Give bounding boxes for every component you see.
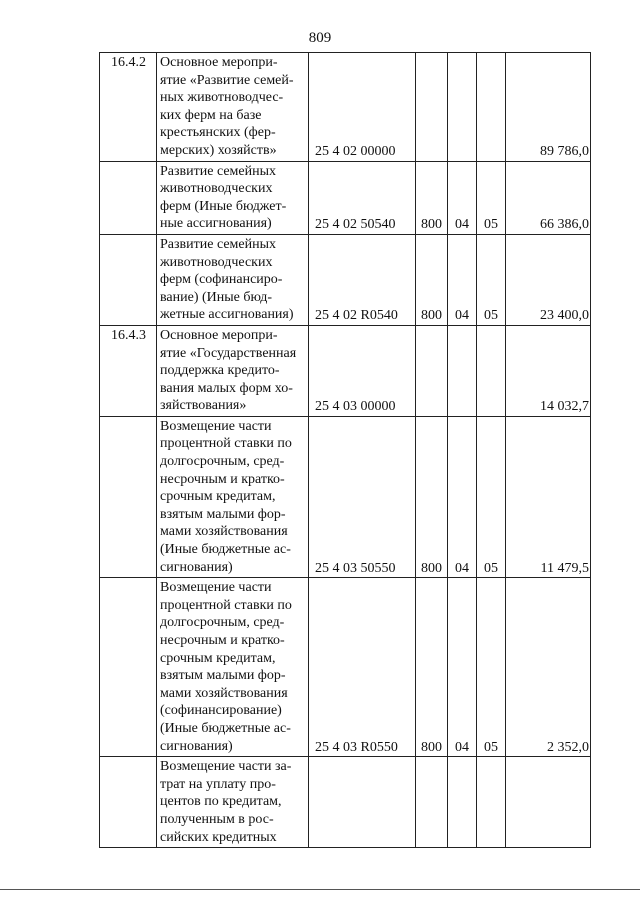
item-number: 16.4.2 xyxy=(100,53,157,162)
subsection-code: 05 xyxy=(477,578,506,757)
item-description: Развитие семейных животноводческих ферм (софинансиро- вание) (Иные бюд- жетные ассигнования) xyxy=(157,234,309,325)
item-number: 16.4.3 xyxy=(100,325,157,416)
table-row xyxy=(100,325,591,416)
table-row xyxy=(100,234,591,325)
subsection-code: 05 xyxy=(477,416,506,577)
budget-table xyxy=(99,52,591,848)
expense-type: 800 xyxy=(416,161,448,234)
budget-code: 25 4 02 00000 xyxy=(309,53,416,162)
budget-code: 25 4 03 00000 xyxy=(309,325,416,416)
item-description: Возмещение части процентной ставки по долгосрочным, сред- несрочным и кратко- срочным кредитам, взятым малыми фор- мами хозяйствования (Иные бюджетные ас- сигнования) xyxy=(157,416,309,577)
expense-type xyxy=(416,53,448,162)
table-row xyxy=(100,416,591,577)
section-code: 04 xyxy=(448,234,477,325)
budget-code: 25 4 03 R0550 xyxy=(309,578,416,757)
subsection-code xyxy=(477,757,506,848)
table-row xyxy=(100,757,591,848)
item-number xyxy=(100,161,157,234)
amount: 89 786,0 xyxy=(506,53,591,162)
amount xyxy=(506,757,591,848)
table-row xyxy=(100,161,591,234)
amount: 11 479,5 xyxy=(506,416,591,577)
amount: 23 400,0 xyxy=(506,234,591,325)
item-number xyxy=(100,416,157,577)
page-bottom-divider xyxy=(0,889,640,890)
subsection-code xyxy=(477,325,506,416)
section-code: 04 xyxy=(448,416,477,577)
budget-code xyxy=(309,757,416,848)
item-number xyxy=(100,234,157,325)
budget-code: 25 4 02 R0540 xyxy=(309,234,416,325)
amount: 66 386,0 xyxy=(506,161,591,234)
budget-code: 25 4 02 50540 xyxy=(309,161,416,234)
item-number xyxy=(100,578,157,757)
section-code xyxy=(448,757,477,848)
item-description: Возмещение части за- трат на уплату про- центов по кредитам, полученным в рос- сийских кредитных xyxy=(157,757,309,848)
subsection-code xyxy=(477,53,506,162)
budget-code: 25 4 03 50550 xyxy=(309,416,416,577)
item-description: Развитие семейных животноводческих ферм (Иные бюджет- ные ассигнования) xyxy=(157,161,309,234)
amount: 2 352,0 xyxy=(506,578,591,757)
section-code xyxy=(448,325,477,416)
table-row xyxy=(100,53,591,162)
expense-type xyxy=(416,325,448,416)
item-description: Основное меропри- ятие «Развитие семей- ных животноводчес- ких ферм на базе крестьянских (фер- мерских) хозяйств» xyxy=(157,53,309,162)
page-number: 809 xyxy=(308,30,332,46)
amount: 14 032,7 xyxy=(506,325,591,416)
expense-type: 800 xyxy=(416,234,448,325)
section-code xyxy=(448,53,477,162)
item-description: Возмещение части процентной ставки по долгосрочным, сред- несрочным и кратко- срочным кредитам, взятым малыми фор- мами хозяйствования (софинансирование) (Иные бюджетные ас- сигнования) xyxy=(157,578,309,757)
subsection-code: 05 xyxy=(477,234,506,325)
item-description: Основное меропри- ятие «Государственная поддержка кредито- вания малых форм хо- зяйствования» xyxy=(157,325,309,416)
section-code: 04 xyxy=(448,578,477,757)
expense-type: 800 xyxy=(416,416,448,577)
item-number xyxy=(100,757,157,848)
table-row xyxy=(100,578,591,757)
section-code: 04 xyxy=(448,161,477,234)
expense-type xyxy=(416,757,448,848)
subsection-code: 05 xyxy=(477,161,506,234)
expense-type: 800 xyxy=(416,578,448,757)
